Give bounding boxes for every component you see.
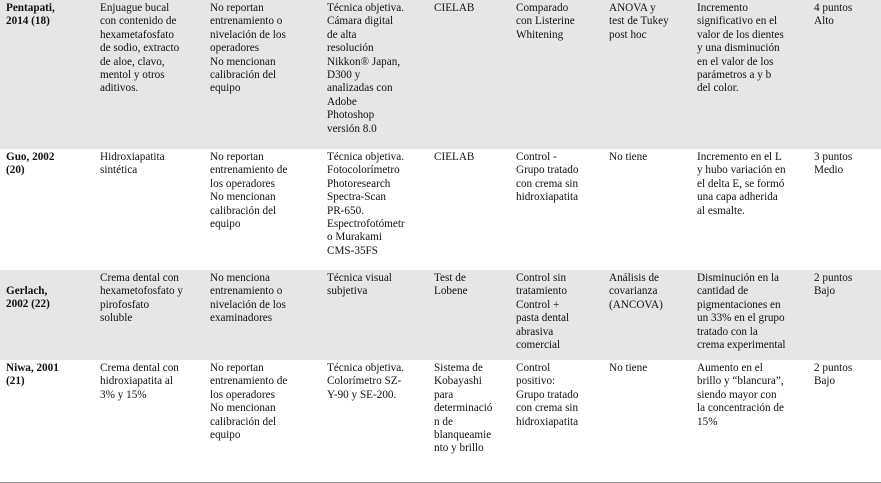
table-row — [0, 0, 881, 149]
statistics-cell: No tiene — [603, 149, 691, 270]
result-cell: Incremento en el L y hubo variación en el delta E, se formó una capa adherida al esmalte. — [691, 149, 808, 270]
system-cell: CIELAB — [428, 0, 510, 149]
product-cell: Crema dental con hexametofosfato y pirofosfato soluble — [94, 270, 204, 360]
result-cell: Disminución en la cantidad de pigmentaciones en un 33% en el grupo tratado con la crema experimental — [691, 270, 808, 360]
result-cell: Incremento significativo en el valor de los dientes y una disminución en el valor de los parámetros a y b del color. — [691, 0, 808, 149]
score-cell: 2 puntos Bajo — [808, 270, 881, 360]
technique-cell: Técnica objetiva. Cámara digital de alta resolución Nikkon® Japan, D300 y analizadas con Adobe Photoshop versión 8.0 — [321, 0, 428, 149]
product-cell: Hidroxiapatita sintética — [94, 149, 204, 270]
product-cell: Crema dental con hidroxiapatita al 3% y 15% — [94, 360, 204, 482]
control-cell: Comparado con Listerine Whitening — [510, 0, 603, 149]
system-cell: CIELAB — [428, 149, 510, 270]
control-cell: Control sin tratamiento Control + pasta dental abrasiva comercial — [510, 270, 603, 360]
statistics-cell: No tiene — [603, 360, 691, 482]
control-cell: Control positivo: Grupo tratado con crema sin hidroxiapatita — [510, 360, 603, 482]
result-cell: Aumento en el brillo y “blancura”, siendo mayor con la concentración de 15% — [691, 360, 808, 482]
system-cell: Test de Lobene — [428, 270, 510, 360]
table-row — [0, 270, 881, 360]
statistics-cell: ANOVA y test de Tukey post hoc — [603, 0, 691, 149]
calibration-cell: No reportan entrenamiento de los operadores No mencionan calibración del equipo — [204, 360, 321, 482]
technique-cell: Técnica visual subjetiva — [321, 270, 428, 360]
product-cell: Enjuague bucal con contenido de hexametafosfato de sodio, extracto de aloe, clavo, mentol y otros aditivos. — [94, 0, 204, 149]
calibration-cell: No reportan entrenamiento de los operadores No mencionan calibración del equipo — [204, 149, 321, 270]
score-cell: 4 puntos Alto — [808, 0, 881, 149]
author-cell: Pentapati, 2014 (18) — [0, 0, 94, 149]
author-cell: Niwa, 2001 (21) — [0, 360, 94, 482]
table-row — [0, 149, 881, 270]
author-cell: Gerlach, 2002 (22) — [0, 270, 94, 360]
technique-cell: Técnica objetiva. Colorímetro SZ- Y-90 y SE-200. — [321, 360, 428, 482]
score-cell: 2 puntos Bajo — [808, 360, 881, 482]
system-cell: Sistema de Kobayashi para determinació n de blanqueamie nto y brillo — [428, 360, 510, 482]
calibration-cell: No reportan entrenamiento o nivelación de los operadores No mencionan calibración del equipo — [204, 0, 321, 149]
score-cell: 3 puntos Medio — [808, 149, 881, 270]
table-row — [0, 360, 881, 482]
calibration-cell: No menciona entrenamiento o nivelación de los examinadores — [204, 270, 321, 360]
technique-cell: Técnica objetiva. Fotocolorímetro Photoresearch Spectra-Scan PR-650. Espectrofotómetr o Murakami CMS-35FS — [321, 149, 428, 270]
statistics-cell: Análisis de covarianza (ANCOVA) — [603, 270, 691, 360]
author-cell: Guo, 2002 (20) — [0, 149, 94, 270]
control-cell: Control - Grupo tratado con crema sin hidroxiapatita — [510, 149, 603, 270]
